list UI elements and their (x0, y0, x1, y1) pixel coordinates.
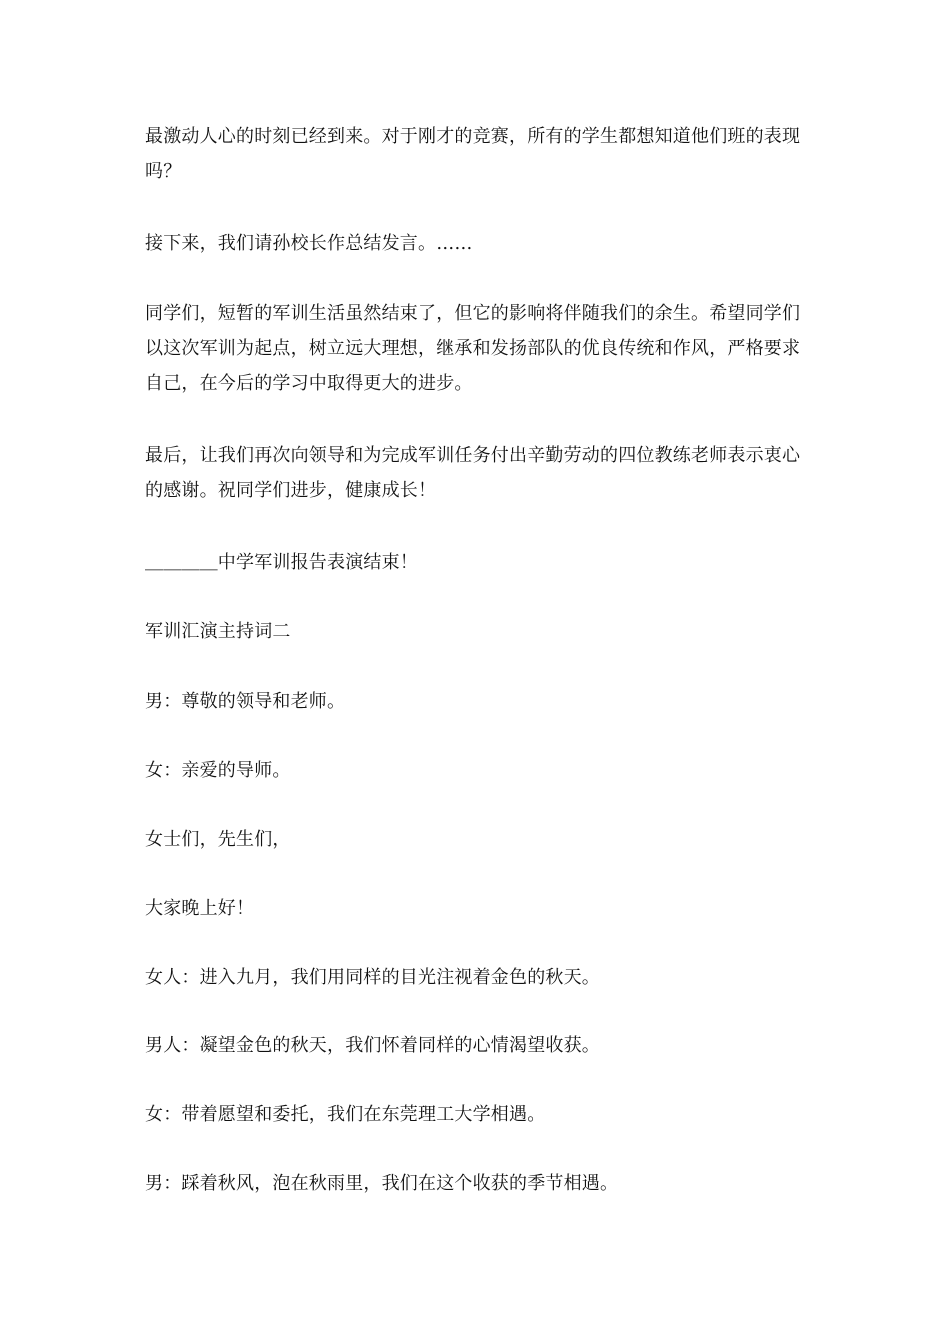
paragraph-thanks: 最后，让我们再次向领导和为完成军训任务付出辛勤劳动的四位教练老师表示衷心的感谢。祝同学们进步，健康成长！ (145, 445, 801, 501)
paragraph-male-autumn: 男人：凝望金色的秋天，我们怀着同样的心情渴望收获。 (145, 1035, 600, 1056)
paragraph-results-moment: 最激动人心的时刻已经到来。对于刚才的竞赛，所有的学生都想知道他们班的表现吗？ (145, 126, 801, 182)
paragraph-principal-speech: 接下来，我们请孙校长作总结发言。…… (145, 233, 473, 254)
paragraph-female-greeting: 女：亲爱的导师。 (145, 760, 291, 781)
paragraph-ladies-gentlemen: 女士们，先生们， (145, 829, 291, 850)
section-heading: 军训汇演主持词二 (145, 621, 291, 642)
paragraph-good-evening: 大家晚上好！ (145, 898, 255, 919)
paragraph-male-greeting: 男：尊敬的领导和老师。 (145, 691, 346, 712)
paragraph-male-harvest: 男：踩着秋风，泡在秋雨里，我们在这个收获的季节相遇。 (145, 1173, 619, 1194)
paragraph-report-end: ＿＿＿＿中学军训报告表演结束！ (145, 552, 418, 573)
paragraph-female-september: 女人：进入九月，我们用同样的目光注视着金色的秋天。 (145, 967, 600, 988)
paragraph-students-hope: 同学们，短暂的军训生活虽然结束了，但它的影响将伴随我们的余生。希望同学们以这次军训为起点，树立远大理想，继承和发扬部队的优良传统和作风，严格要求自己，在今后的学习中取得更大的进步。 (145, 303, 801, 394)
paragraph-female-meeting: 女：带着愿望和委托，我们在东莞理工大学相遇。 (145, 1104, 546, 1125)
